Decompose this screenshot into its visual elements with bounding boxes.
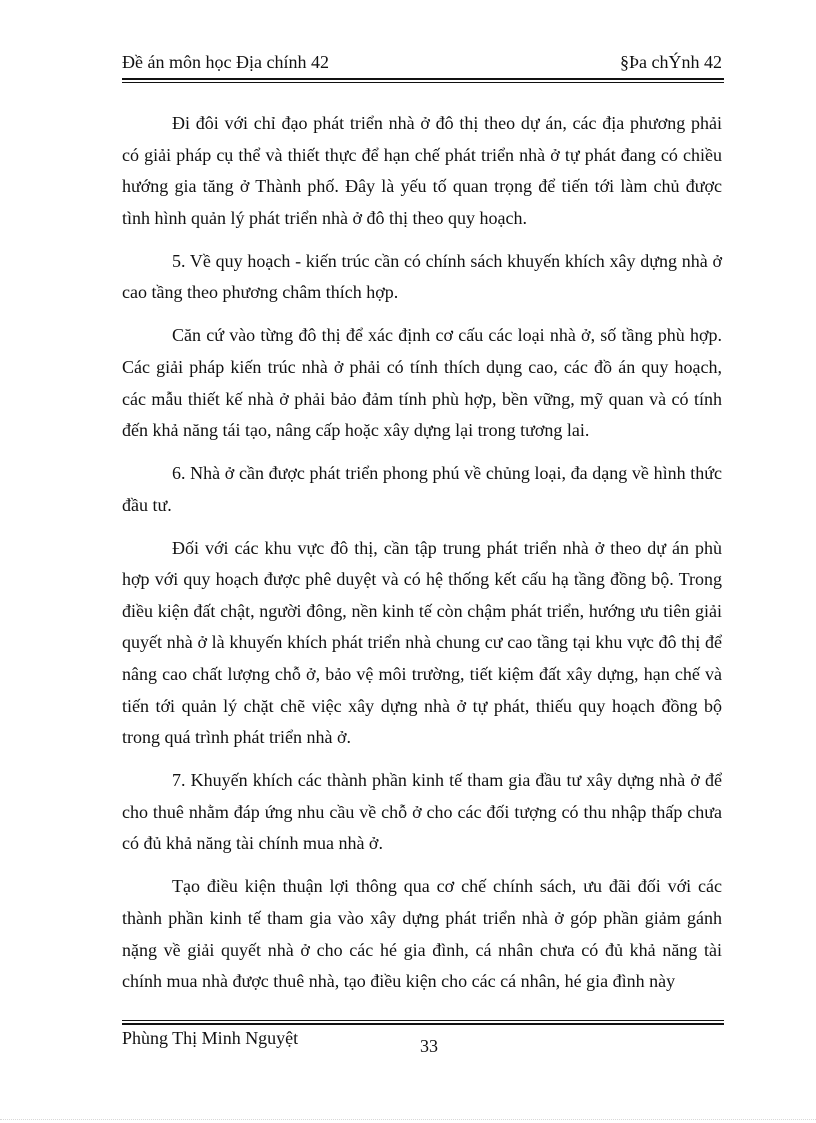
page-header [122,50,722,78]
header-rule-thin [122,82,724,83]
footer-author: Phùng Thị Minh Nguyệt [122,1028,299,1048]
paragraph: Đi đôi với chỉ đạo phát triển nhà ở đô thị theo dự án, các địa phương phải có giải pháp cụ thể và thiết thực để hạn chế phát triển nhà ở tự phát đang có chiều hướng gia tăng ở Thành phố. Đây là yếu tố quan trọng để tiến tới làm chủ được tình hình quản lý phát triển nhà ở đô thị theo quy hoạch. [122,113,722,228]
section-heading-7: 7. Khuyến khích các thành phần kinh tế tham gia đầu tư xây dựng nhà ở để cho thuê nhằm đáp ứng nhu cầu về chỗ ở cho các đối tượng có thu nhập thấp chưa có đủ khả năng tài chính mua nhà ở. [122,770,722,854]
section-heading-5: 5. Về quy hoạch - kiến trúc cần có chính sách khuyến khích xây dựng nhà ở cao tầng theo phương châm thích hợp. [122,250,722,303]
page-number: 33 [420,1036,438,1056]
paragraph: Căn cứ vào từng đô thị để xác định cơ cấu các loại nhà ở, số tầng phù hợp. Các giải pháp kiến trúc nhà ở phải có tính thích dụng cao, các đồ án quy hoạch, các mẫu thiết kế nhà ở phải bảo đảm tính phù hợp, bền vững, mỹ quan và có tính đến khả năng tái tạo, nâng cấp hoặc xây dựng lại trong tương lai. [122,325,722,441]
footer-rule-thin [122,1020,724,1021]
page-edge-dotted-line [0,1119,816,1120]
footer-rule-thick [122,1023,724,1025]
header-title: Đề án môn học Địa chính 42 [122,52,329,72]
paragraph: Đối với các khu vực đô thị, cần tập trung phát triển nhà ở theo dự án phù hợp với quy hoạch được phê duyệt và có hệ thống kết cấu hạ tầng đồng bộ. Trong điều kiện đất chật, người đông, nền kinh tế còn chậm phát triển, hướng ưu tiên giải quyết nhà ở là khuyến khích phát triển nhà chung cư cao tầng tại khu vực đô thị để nâng cao chất lượng chỗ ở, bảo vệ môi trường, tiết kiệm đất xây dựng, hạn chế và tiến tới quản lý chặt chẽ việc xây dựng nhà ở tự phát, thiếu quy hoạch đồng bộ trong quá trình phát triển nhà ở. [122,537,722,748]
body-text [122,108,722,1009]
header-rule-thick [122,78,724,80]
section-heading-6: 6. Nhà ở cần được phát triển phong phú về chủng loại, đa dạng về hình thức đầu tư. [122,463,722,515]
paragraph: Tạo điều kiện thuận lợi thông qua cơ chế chính sách, ưu đãi đối với các thành phần kinh tế tham gia vào xây dựng phát triển nhà ở góp phần giảm gánh nặng về giải quyết nhà ở cho các hé gia đình, cá nhân chưa có đủ khả năng tài chính mua nhà được thuê nhà, tạo điều kiện cho các cá nhân, hé gia đình này [122,876,722,992]
header-subject: §Þa chÝnh 42 [620,52,722,72]
